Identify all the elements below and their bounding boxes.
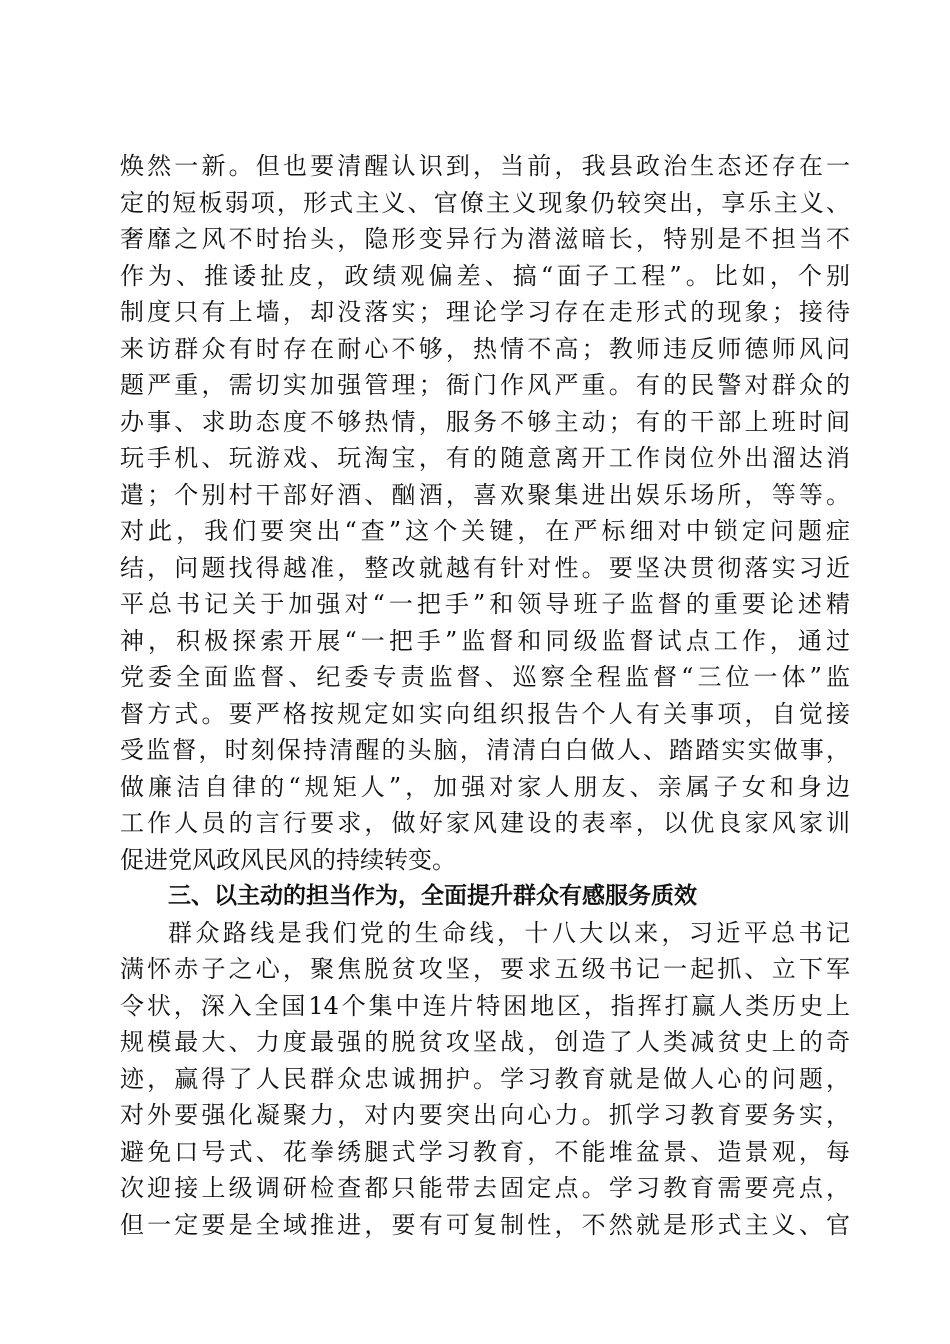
section-heading: 三、以主动的担当作为，全面提升群众有感服务质效 (168, 883, 697, 909)
text-line: 规模最大、力度最强的脱贫攻坚战，创造了人类减贫史上的奇 (120, 1028, 850, 1056)
text-line: 工作人员的言行要求，做好家风建设的表率，以优良家风家训 (120, 809, 850, 837)
text-line: 迹，赢得了人民群众忠诚拥护。学习教育就是做人心的问题， (120, 1064, 850, 1093)
document-body (120, 148, 850, 1243)
text-line: 受监督，时刻保持清醒的头脑，清清白白做人、踏踏实实做事， (120, 736, 850, 764)
text-line: 题严重，需切实加强管理；衙门作风严重。有的民警对群众的 (120, 371, 850, 399)
paragraph (120, 148, 850, 878)
text-line: 焕然一新。但也要清醒认识到，当前，我县政治生态还存在一 (120, 152, 850, 180)
text-line: 玩手机、玩游戏、玩淘宝，有的随意离开工作岗位外出溜达消 (120, 444, 850, 472)
text-line: 满怀赤子之心，聚焦脱贫攻坚，要求五级书记一起抓、立下军 (120, 955, 850, 983)
text-line: 遣；个别村干部好酒、酗酒，喜欢聚集进出娱乐场所，等等。 (120, 480, 850, 509)
text-line: 对外要强化凝聚力，对内要突出向心力。抓学习教育要务实， (120, 1101, 850, 1129)
text-line: 对此，我们要突出“查”这个关键，在严标细对中锁定问题症 (120, 517, 850, 545)
text-line: 结，问题找得越准，整改就越有针对性。要坚决贯彻落实习近 (120, 553, 850, 582)
text-line: 党委全面监督、纪委专责监督、巡察全程监督“三位一体”监 (120, 663, 850, 691)
text-line: 促进党风政风民风的持续转变。 (120, 845, 456, 874)
text-line: 平总书记关于加强对“一把手”和领导班子监督的重要论述精 (120, 590, 850, 618)
text-line: 奢靡之风不时抬头，隐形变异行为潜滋暗长，特别是不担当不 (120, 225, 850, 253)
text-line: 做廉洁自律的“规矩人”，加强对家人朋友、亲属子女和身边 (120, 772, 850, 801)
text-line: 来访群众有时存在耐心不够，热情不高；教师违反师德师风问 (120, 334, 850, 363)
text-line: 作为、推诿扯皮，政绩观偏差、搞“面子工程”。比如，个别 (120, 261, 850, 290)
text-line: 定的短板弱项，形式主义、官僚主义现象仍较突出，享乐主义、 (120, 188, 850, 217)
text-line: 督方式。要严格按规定如实向组织报告个人有关事项，自觉接 (120, 699, 850, 728)
text-line: 令状，深入全国14个集中连片特困地区，指挥打赢人类历史上 (120, 991, 850, 1020)
text-line: 避免口号式、花拳绣腿式学习教育，不能堆盆景、造景观，每 (120, 1137, 850, 1166)
text-line: 制度只有上墙，却没落实；理论学习存在走形式的现象；接待 (120, 298, 850, 326)
text-line: 办事、求助态度不够热情，服务不够主动；有的干部上班时间 (120, 407, 850, 436)
text-line: 次迎接上级调研检查都只能带去固定点。学习教育需要亮点， (120, 1174, 850, 1202)
text-line: 神，积极探索开展“一把手”监督和同级监督试点工作，通过 (120, 626, 850, 655)
text-line: 但一定要是全域推进，要有可复制性，不然就是形式主义、官 (120, 1210, 850, 1239)
text-line: 群众路线是我们党的生命线，十八大以来，习近平总书记 (168, 918, 850, 947)
paragraph (120, 915, 850, 1244)
